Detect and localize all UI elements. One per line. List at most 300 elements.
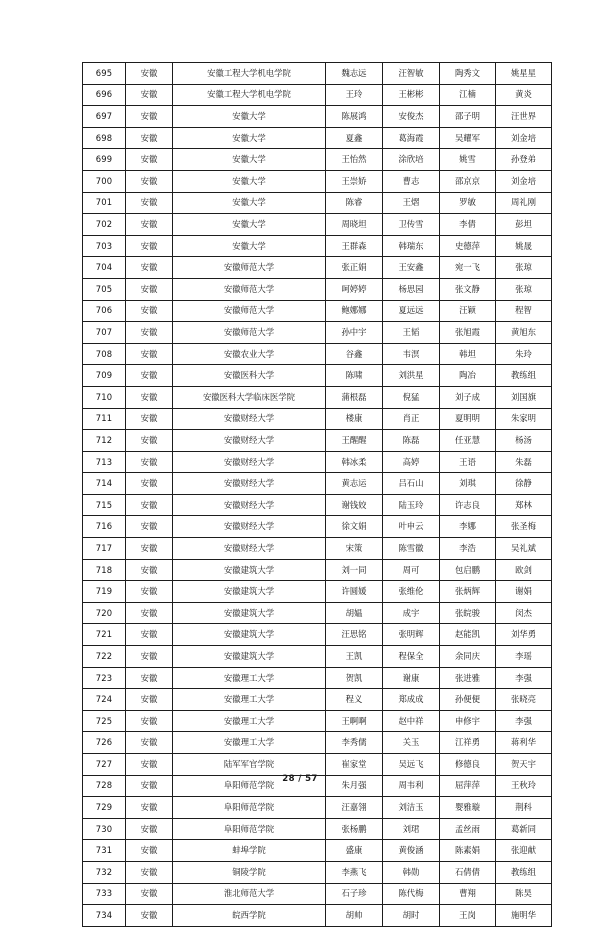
cell-name4: 闵杰 (496, 602, 552, 624)
cell-name4: 朱磊 (496, 451, 552, 473)
cell-province: 安徽 (126, 581, 173, 603)
cell-school: 安徽建筑大学 (173, 581, 326, 603)
cell-name2: 张明辉 (383, 624, 440, 646)
cell-name4: 徐静 (496, 473, 552, 495)
table-row (83, 602, 552, 624)
cell-name1: 黄志运 (326, 473, 383, 495)
cell-name2: 周可 (383, 559, 440, 581)
cell-name3: 李浩 (440, 538, 496, 560)
cell-school: 安徽师范大学 (173, 300, 326, 322)
table-row (83, 386, 552, 408)
cell-index: 697 (83, 106, 126, 128)
cell-province: 安徽 (126, 63, 173, 85)
cell-name1: 鲍娜娜 (326, 300, 383, 322)
cell-name4: 姚星星 (496, 63, 552, 85)
table-row (83, 106, 552, 128)
cell-index: 723 (83, 667, 126, 689)
cell-index: 701 (83, 192, 126, 214)
cell-name2: 陆玉玲 (383, 494, 440, 516)
roster-table (82, 62, 552, 927)
cell-name2: 高婷 (383, 451, 440, 473)
cell-name1: 夏鑫 (326, 127, 383, 149)
cell-name1: 孙中宇 (326, 322, 383, 344)
cell-school: 安徽师范大学 (173, 257, 326, 279)
cell-province: 安徽 (126, 322, 173, 344)
cell-province: 安徽 (126, 278, 173, 300)
cell-name3: 陶秀文 (440, 63, 496, 85)
cell-name1: 王玲 (326, 84, 383, 106)
cell-name3: 刘子成 (440, 386, 496, 408)
table-row (83, 732, 552, 754)
cell-province: 安徽 (126, 602, 173, 624)
cell-name4: 谢娟 (496, 581, 552, 603)
cell-index: 713 (83, 451, 126, 473)
cell-name1: 楼康 (326, 408, 383, 430)
table-row (83, 710, 552, 732)
cell-name1: 盛康 (326, 840, 383, 862)
table-row (83, 581, 552, 603)
cell-name1: 徐文娟 (326, 516, 383, 538)
cell-name2: 王熠 (383, 192, 440, 214)
cell-index: 703 (83, 235, 126, 257)
cell-province: 安徽 (126, 905, 173, 927)
cell-name1: 石子珍 (326, 883, 383, 905)
cell-school: 安徽大学 (173, 170, 326, 192)
cell-name4: 张迎献 (496, 840, 552, 862)
cell-name3: 宛一飞 (440, 257, 496, 279)
cell-index: 721 (83, 624, 126, 646)
cell-province: 安徽 (126, 408, 173, 430)
cell-school: 安徽大学 (173, 235, 326, 257)
cell-index: 727 (83, 754, 126, 776)
cell-name4: 刘金培 (496, 170, 552, 192)
table-row (83, 408, 552, 430)
cell-index: 729 (83, 797, 126, 819)
cell-index: 730 (83, 818, 126, 840)
cell-name3: 吴耀军 (440, 127, 496, 149)
cell-name3: 孙便便 (440, 689, 496, 711)
cell-province: 安徽 (126, 818, 173, 840)
cell-name4: 贺天宇 (496, 754, 552, 776)
cell-name3: 修德良 (440, 754, 496, 776)
cell-name2: 陈代梅 (383, 883, 440, 905)
cell-name4: 施明华 (496, 905, 552, 927)
cell-name1: 陈睿 (326, 192, 383, 214)
cell-name3: 夏明明 (440, 408, 496, 430)
cell-name4: 李强 (496, 710, 552, 732)
cell-name3: 汪颖 (440, 300, 496, 322)
cell-index: 717 (83, 538, 126, 560)
cell-name3: 石倩倩 (440, 861, 496, 883)
cell-school: 蚌埠学院 (173, 840, 326, 862)
cell-school: 安徽大学 (173, 192, 326, 214)
cell-name2: 汪智敏 (383, 63, 440, 85)
table-row (83, 905, 552, 927)
table-row (83, 883, 552, 905)
cell-name3: 任亚慧 (440, 430, 496, 452)
cell-index: 714 (83, 473, 126, 495)
cell-school: 安徽财经大学 (173, 408, 326, 430)
cell-province: 安徽 (126, 127, 173, 149)
cell-index: 726 (83, 732, 126, 754)
cell-name1: 刘一同 (326, 559, 383, 581)
cell-name2: 郑成成 (383, 689, 440, 711)
table-row (83, 624, 552, 646)
cell-name2: 涂欣培 (383, 149, 440, 171)
cell-school: 安徽大学 (173, 214, 326, 236)
table-row (83, 300, 552, 322)
table-row (83, 84, 552, 106)
cell-province: 安徽 (126, 343, 173, 365)
cell-name4: 杨汤 (496, 430, 552, 452)
cell-name4: 刘金培 (496, 127, 552, 149)
cell-province: 安徽 (126, 451, 173, 473)
cell-name4: 刘国旗 (496, 386, 552, 408)
cell-name3: 屈萍萍 (440, 775, 496, 797)
cell-name2: 王安鑫 (383, 257, 440, 279)
cell-name3: 余同庆 (440, 646, 496, 668)
cell-index: 704 (83, 257, 126, 279)
table-row (83, 430, 552, 452)
cell-name4: 张晓亮 (496, 689, 552, 711)
cell-name1: 王啊啊 (326, 710, 383, 732)
cell-name2: 韦溟 (383, 343, 440, 365)
cell-name4: 教练组 (496, 861, 552, 883)
cell-name4: 欧剑 (496, 559, 552, 581)
cell-name4: 汪世界 (496, 106, 552, 128)
cell-province: 安徽 (126, 861, 173, 883)
cell-name2: 安俊杰 (383, 106, 440, 128)
cell-name3: 曹翔 (440, 883, 496, 905)
cell-name1: 李燕飞 (326, 861, 383, 883)
table-row (83, 192, 552, 214)
cell-index: 718 (83, 559, 126, 581)
cell-name1: 贺凯 (326, 667, 383, 689)
cell-index: 732 (83, 861, 126, 883)
cell-name4: 朱玲 (496, 343, 552, 365)
cell-index: 705 (83, 278, 126, 300)
cell-name1: 崔家堂 (326, 754, 383, 776)
cell-name2: 王韬 (383, 322, 440, 344)
cell-name4: 张圣梅 (496, 516, 552, 538)
cell-name2: 曹志 (383, 170, 440, 192)
cell-name4: 彭坦 (496, 214, 552, 236)
cell-name4: 陈昊 (496, 883, 552, 905)
cell-province: 安徽 (126, 754, 173, 776)
cell-name4: 周礼刚 (496, 192, 552, 214)
table-row (83, 149, 552, 171)
cell-province: 安徽 (126, 473, 173, 495)
cell-school: 阜阳师范学院 (173, 775, 326, 797)
table-row (83, 667, 552, 689)
cell-province: 安徽 (126, 494, 173, 516)
table-row (83, 343, 552, 365)
cell-name4: 吴礼斌 (496, 538, 552, 560)
cell-school: 安徽财经大学 (173, 430, 326, 452)
cell-school: 安徽医科大学 (173, 365, 326, 387)
cell-name1: 周晓坦 (326, 214, 383, 236)
cell-name3: 许志良 (440, 494, 496, 516)
cell-index: 711 (83, 408, 126, 430)
cell-name4: 李强 (496, 667, 552, 689)
cell-name4: 张琼 (496, 278, 552, 300)
cell-name2: 程保全 (383, 646, 440, 668)
cell-province: 安徽 (126, 797, 173, 819)
cell-province: 安徽 (126, 192, 173, 214)
cell-name3: 张皖骏 (440, 602, 496, 624)
cell-name4: 李瑶 (496, 646, 552, 668)
cell-name1: 张正娟 (326, 257, 383, 279)
cell-index: 710 (83, 386, 126, 408)
cell-name3: 张旭霞 (440, 322, 496, 344)
cell-name1: 朱月强 (326, 775, 383, 797)
cell-index: 722 (83, 646, 126, 668)
cell-school: 阜阳师范学院 (173, 797, 326, 819)
table-row (83, 257, 552, 279)
cell-index: 702 (83, 214, 126, 236)
cell-province: 安徽 (126, 667, 173, 689)
cell-name3: 姚雪 (440, 149, 496, 171)
cell-province: 安徽 (126, 710, 173, 732)
cell-index: 708 (83, 343, 126, 365)
cell-name1: 宋策 (326, 538, 383, 560)
cell-name1: 张杨鹏 (326, 818, 383, 840)
cell-school: 安徽理工大学 (173, 689, 326, 711)
cell-name2: 刘洪星 (383, 365, 440, 387)
cell-school: 皖西学院 (173, 905, 326, 927)
cell-province: 安徽 (126, 365, 173, 387)
cell-name2: 张维伦 (383, 581, 440, 603)
cell-name4: 黄旭东 (496, 322, 552, 344)
cell-index: 734 (83, 905, 126, 927)
cell-name3: 王岗 (440, 905, 496, 927)
cell-name3: 张炳辉 (440, 581, 496, 603)
cell-name2: 韩瑞东 (383, 235, 440, 257)
cell-school: 安徽建筑大学 (173, 559, 326, 581)
cell-province: 安徽 (126, 732, 173, 754)
table-row (83, 516, 552, 538)
cell-name1: 程义 (326, 689, 383, 711)
cell-name2: 成宇 (383, 602, 440, 624)
cell-name2: 陈雪徽 (383, 538, 440, 560)
cell-name2: 倪猛 (383, 386, 440, 408)
cell-name1: 胡媪 (326, 602, 383, 624)
cell-name3: 李倩 (440, 214, 496, 236)
cell-index: 719 (83, 581, 126, 603)
cell-index: 699 (83, 149, 126, 171)
cell-name1: 谢钱姣 (326, 494, 383, 516)
table-row (83, 451, 552, 473)
cell-name1: 王醒醒 (326, 430, 383, 452)
cell-name3: 婴雅璇 (440, 797, 496, 819)
table-row (83, 322, 552, 344)
cell-name2: 卫传雪 (383, 214, 440, 236)
table-row (83, 754, 552, 776)
cell-name3: 孟丝雨 (440, 818, 496, 840)
cell-name3: 邵京京 (440, 170, 496, 192)
cell-name2: 谢康 (383, 667, 440, 689)
cell-name3: 李娜 (440, 516, 496, 538)
cell-index: 709 (83, 365, 126, 387)
cell-index: 700 (83, 170, 126, 192)
cell-name1: 王群森 (326, 235, 383, 257)
cell-name2: 韩勋 (383, 861, 440, 883)
cell-name2: 关玉 (383, 732, 440, 754)
cell-province: 安徽 (126, 149, 173, 171)
cell-name2: 吕石山 (383, 473, 440, 495)
table-row (83, 559, 552, 581)
cell-province: 安徽 (126, 386, 173, 408)
cell-index: 725 (83, 710, 126, 732)
cell-name4: 王秋玲 (496, 775, 552, 797)
cell-name2: 吴远飞 (383, 754, 440, 776)
cell-name4: 朱家明 (496, 408, 552, 430)
cell-province: 安徽 (126, 214, 173, 236)
cell-index: 715 (83, 494, 126, 516)
table-row (83, 170, 552, 192)
cell-province: 安徽 (126, 300, 173, 322)
table-row (83, 278, 552, 300)
cell-school: 安徽理工大学 (173, 710, 326, 732)
cell-name2: 叶申云 (383, 516, 440, 538)
cell-province: 安徽 (126, 689, 173, 711)
cell-name3: 赵能凯 (440, 624, 496, 646)
cell-school: 安徽理工大学 (173, 732, 326, 754)
cell-school: 安徽财经大学 (173, 516, 326, 538)
cell-name2: 杨思园 (383, 278, 440, 300)
cell-name3: 邵子明 (440, 106, 496, 128)
table-row (83, 365, 552, 387)
cell-name1: 蒲根磊 (326, 386, 383, 408)
cell-province: 安徽 (126, 257, 173, 279)
cell-name3: 刘琪 (440, 473, 496, 495)
table-row (83, 494, 552, 516)
cell-name4: 张琼 (496, 257, 552, 279)
cell-school: 安徽大学 (173, 149, 326, 171)
cell-school: 安徽建筑大学 (173, 624, 326, 646)
cell-name3: 张文静 (440, 278, 496, 300)
cell-name1: 魏志远 (326, 63, 383, 85)
cell-name1: 陈啸 (326, 365, 383, 387)
cell-name1: 许圆媛 (326, 581, 383, 603)
cell-province: 安徽 (126, 624, 173, 646)
cell-province: 安徽 (126, 646, 173, 668)
cell-name4: 教练组 (496, 365, 552, 387)
cell-province: 安徽 (126, 170, 173, 192)
roster-table-container (82, 62, 537, 927)
cell-school: 铜陵学院 (173, 861, 326, 883)
cell-name1: 汪思铭 (326, 624, 383, 646)
cell-name2: 黄俊涵 (383, 840, 440, 862)
cell-province: 安徽 (126, 235, 173, 257)
cell-name1: 王怡然 (326, 149, 383, 171)
cell-school: 安徽建筑大学 (173, 602, 326, 624)
cell-name1: 汪嘉翎 (326, 797, 383, 819)
table-row (83, 214, 552, 236)
cell-name3: 陈素娟 (440, 840, 496, 862)
cell-name4: 荆科 (496, 797, 552, 819)
cell-school: 安徽财经大学 (173, 473, 326, 495)
cell-name1: 李秀儒 (326, 732, 383, 754)
cell-school: 安徽建筑大学 (173, 646, 326, 668)
roster-table-body (83, 63, 552, 927)
table-row (83, 646, 552, 668)
cell-school: 安徽财经大学 (173, 451, 326, 473)
cell-name4: 葛新同 (496, 818, 552, 840)
cell-index: 696 (83, 84, 126, 106)
cell-index: 698 (83, 127, 126, 149)
cell-school: 陆军军官学院 (173, 754, 326, 776)
cell-index: 724 (83, 689, 126, 711)
cell-index: 695 (83, 63, 126, 85)
cell-name4: 黄炎 (496, 84, 552, 106)
cell-name2: 夏远远 (383, 300, 440, 322)
table-row (83, 797, 552, 819)
cell-school: 安徽大学 (173, 106, 326, 128)
cell-name1: 韩冰柔 (326, 451, 383, 473)
cell-province: 安徽 (126, 516, 173, 538)
cell-name1: 陈展鸿 (326, 106, 383, 128)
cell-name2: 陈磊 (383, 430, 440, 452)
cell-index: 712 (83, 430, 126, 452)
cell-name4: 郑林 (496, 494, 552, 516)
cell-name4: 姚晟 (496, 235, 552, 257)
cell-school: 安徽医科大学临床医学院 (173, 386, 326, 408)
cell-province: 安徽 (126, 840, 173, 862)
table-row (83, 538, 552, 560)
cell-name2: 周韦利 (383, 775, 440, 797)
table-row (83, 689, 552, 711)
cell-name4: 蒋利华 (496, 732, 552, 754)
table-row (83, 473, 552, 495)
cell-index: 733 (83, 883, 126, 905)
cell-name1: 王凯 (326, 646, 383, 668)
cell-index: 707 (83, 322, 126, 344)
cell-province: 安徽 (126, 559, 173, 581)
cell-index: 728 (83, 775, 126, 797)
table-row (83, 818, 552, 840)
cell-index: 716 (83, 516, 126, 538)
cell-name4: 程智 (496, 300, 552, 322)
cell-name3: 包启鹏 (440, 559, 496, 581)
cell-school: 安徽大学 (173, 127, 326, 149)
cell-name3: 史德萍 (440, 235, 496, 257)
cell-school: 安徽工程大学机电学院 (173, 63, 326, 85)
table-row (83, 861, 552, 883)
cell-province: 安徽 (126, 84, 173, 106)
page-number-footer: 28 / 57 (282, 774, 318, 784)
cell-name1: 呵婷婷 (326, 278, 383, 300)
cell-name2: 葛海霞 (383, 127, 440, 149)
cell-school: 安徽理工大学 (173, 667, 326, 689)
cell-name4: 孙登弟 (496, 149, 552, 171)
cell-name3: 陶冶 (440, 365, 496, 387)
cell-name1: 谷鑫 (326, 343, 383, 365)
cell-school: 安徽师范大学 (173, 322, 326, 344)
cell-province: 安徽 (126, 538, 173, 560)
cell-name3: 罗敏 (440, 192, 496, 214)
cell-province: 安徽 (126, 883, 173, 905)
cell-name3: 江楠 (440, 84, 496, 106)
cell-school: 安徽师范大学 (173, 278, 326, 300)
cell-name1: 胡帅 (326, 905, 383, 927)
cell-name2: 刘珺 (383, 818, 440, 840)
cell-school: 阜阳师范学院 (173, 818, 326, 840)
cell-name2: 肖正 (383, 408, 440, 430)
cell-name3: 张进雅 (440, 667, 496, 689)
cell-name1: 王崇娇 (326, 170, 383, 192)
table-row (83, 127, 552, 149)
